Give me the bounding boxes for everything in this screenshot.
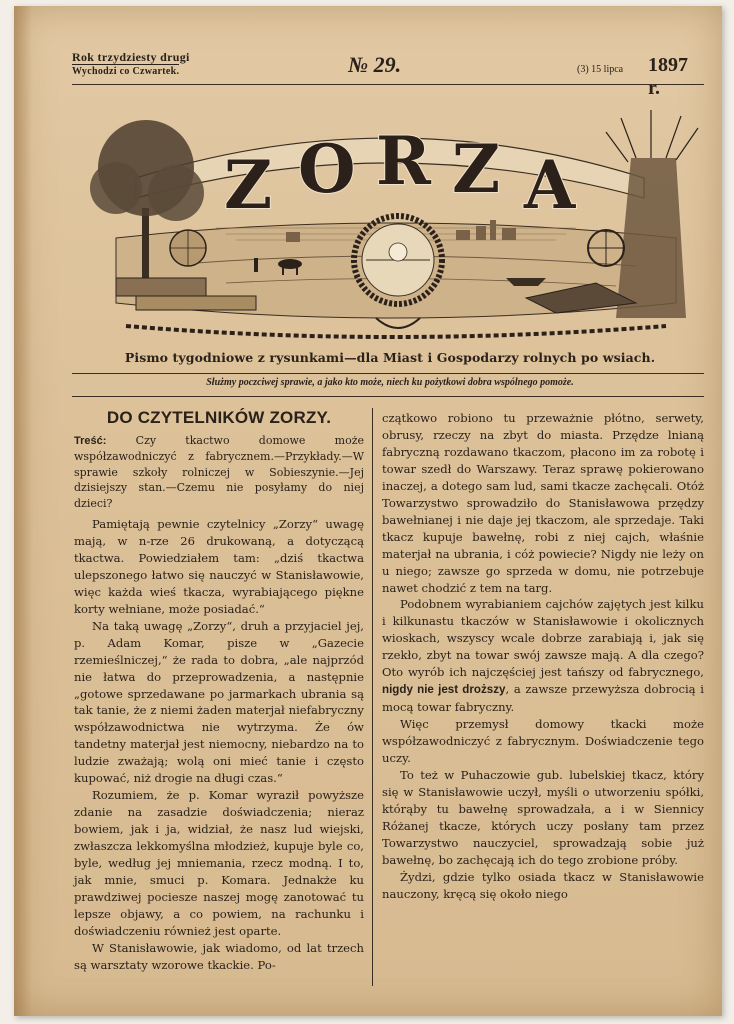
masthead-rule — [72, 84, 704, 85]
newspaper-page — [14, 6, 722, 1016]
column-left — [74, 410, 364, 974]
paragraph — [382, 596, 704, 716]
paragraph-text: , a zawsze przewyższa dobrocią i mocą towar fabryczny. — [382, 682, 704, 715]
paragraph: To też w Puhaczowie gub. lubelskiej tkacz, który się w Stanisławowie uczył, myśli o utworzeniu spółki, którąby tu bawełnę sprowadzała, a i w Siennicy Różanej tkacze, których uczy posłany tam przez Towarzystwo nauczyciel, sprowadzają sobie już bawełnę, bo zachęcają ich do tego zrobione próby. — [382, 768, 704, 867]
books — [116, 278, 206, 296]
summary-label: Treść: — [74, 434, 107, 447]
rising-sun — [389, 243, 407, 261]
article-headline: DO CZYTELNIKÓW ZORZY. — [106, 408, 332, 427]
article-summary — [74, 433, 364, 511]
paragraph: czątkowo robiono tu przeważnie płótno, serwety, obrusy, rzeczy na zbyt do miasta. Przędze lnianą fabryczną rozdawano tkaczom, płacono im za robotę i towar szedł do Warszawy. Teraz sprawę pokierowano inaczej, a dotego sam lud, sami tkacze zachęcali. Otóż Towarzystwo sprowadziło do Stanisławowa przędzy bawełnianej i nie daje jej tkaczom, ale sprzedaje. Taki tkacz kupuje bawełnę, robi z niej cajch, właśnie materjał na ubrania, i cóż powiecie? Nigdy nie leży on u niego; zawsze go sprzeda w domu, nie potrzebuje nawet chodzić z tem na targ. — [382, 411, 704, 595]
paragraph: Pamiętają pewnie czytelnicy „Zorzy“ uwagę mają, w n-rze 26 drukowaną, a dotyczącą tkactwa. Powiedziałem tam: „dziś tkactwa ulepszonego łatwo się nauczyć w Stanisławowie, więc każda wieś tkacza, wyrabiającego piękne korty wełniane, może posiadać.“ — [74, 516, 364, 616]
wheat-sheaf — [606, 110, 698, 318]
title-banner — [76, 88, 704, 348]
paragraph-text: Podobnem wyrabianiem cajchów zajętych jest kilku i kilkunastu tkaczów w Stanisławowie i okolicznych wioskach, wszyscy wcale dobrze zarabiają i, jak się rzekło, zbyt na towar swój zawsze mają. A dla czego? Oto wyrób ich najczęściej jest tańszy od fabrycznego, — [382, 597, 704, 680]
paragraph: Więc przemysł domowy tkacki może współzawodniczyć z fabrycznym. Doświadczenie tego uczy. — [382, 717, 704, 766]
paragraph: W Stanisławowie, jak wiadomo, od lat trzech są warsztaty wzorowe tkackie. Po- — [74, 940, 364, 972]
paragraph: Na taką uwagę „Zorzy“, druh a przyjaciel jej, p. Adam Komar, pisze w „Gazecie rzemieślniczej,“ że rada to dobra, „ale najprzód nie łatwa do przeprowadzenia, a następnie „gotowe sprzedawane po jarmarkach ubrania są tak tanie, że z niemi żaden materjał niefabryczny współzawodnictwa nie wytrzyma. Że ów tandetny materjał jest niemocny, niebardzo na to ludzie zważają; wolą oni mieć tanie i często kupować, niż drogie na długi czas.“ — [74, 618, 364, 786]
title-letter-2: O — [298, 130, 356, 208]
paragraph: Rozumiem, że p. Komar wyraził powyższe zdanie na zasadzie doświadczenia; nieraz bowiem, jak i ja, widział, że nasz lud wiejski, zwłaszcza lekkomyślna młodzież, kupuje byle co, byle, według jej mniemania, rzecz modną. I to, jak mnie, smuci p. Komara. Jednakże ku prawdziwej pociesze naszej mogę zanotować tu lepsze objawy, a co powiem, na rachunku i doświadczeniu również jest oparte. — [74, 788, 364, 938]
title-letter-1: Z — [224, 146, 273, 224]
header-rule — [72, 396, 704, 397]
summary-text: Czy tkactwo domowe może współzawodniczyć z fabrycznem.—Przykłady.—W sprawie szkoły rolniczej w Sobieszynie.—Jej dzisiejszy stan.—Czemu nie posyłamy do niej dzieci? — [74, 433, 365, 510]
banner-illustration — [76, 88, 704, 348]
title-letter-5: A — [524, 146, 576, 224]
publication-day: Wychodzi co Czwartek. — [72, 66, 180, 77]
subtitle-rule — [72, 373, 704, 374]
title-letter-3: R — [376, 122, 431, 200]
subtitle: Pismo tygodniowe z rysunkami—dla Miast i Gospodarzy rolnych po wsiach. — [124, 350, 656, 365]
title-letter-4: Z — [452, 130, 501, 208]
issue-date: (3) 15 lipca — [577, 64, 624, 75]
issue-year: 1897 r. — [648, 54, 688, 99]
year-of-publication: Rok trzydziesty drugi — [72, 50, 190, 64]
column-divider — [372, 408, 373, 986]
issue-number: № 29. — [348, 52, 402, 77]
emphasis: nigdy nie jest droższy — [382, 683, 506, 697]
column-right — [382, 410, 704, 903]
masthead-topline — [72, 50, 702, 99]
paragraph: Żydzi, gdzie tylko osiada tkacz w Stanisławowie nauczony, kręcą się około niego — [382, 869, 704, 901]
motto: Służmy poczciwej sprawie, a jako kto może, niech ku pożytkowi dobra wspólnego pomoże. — [206, 377, 574, 388]
